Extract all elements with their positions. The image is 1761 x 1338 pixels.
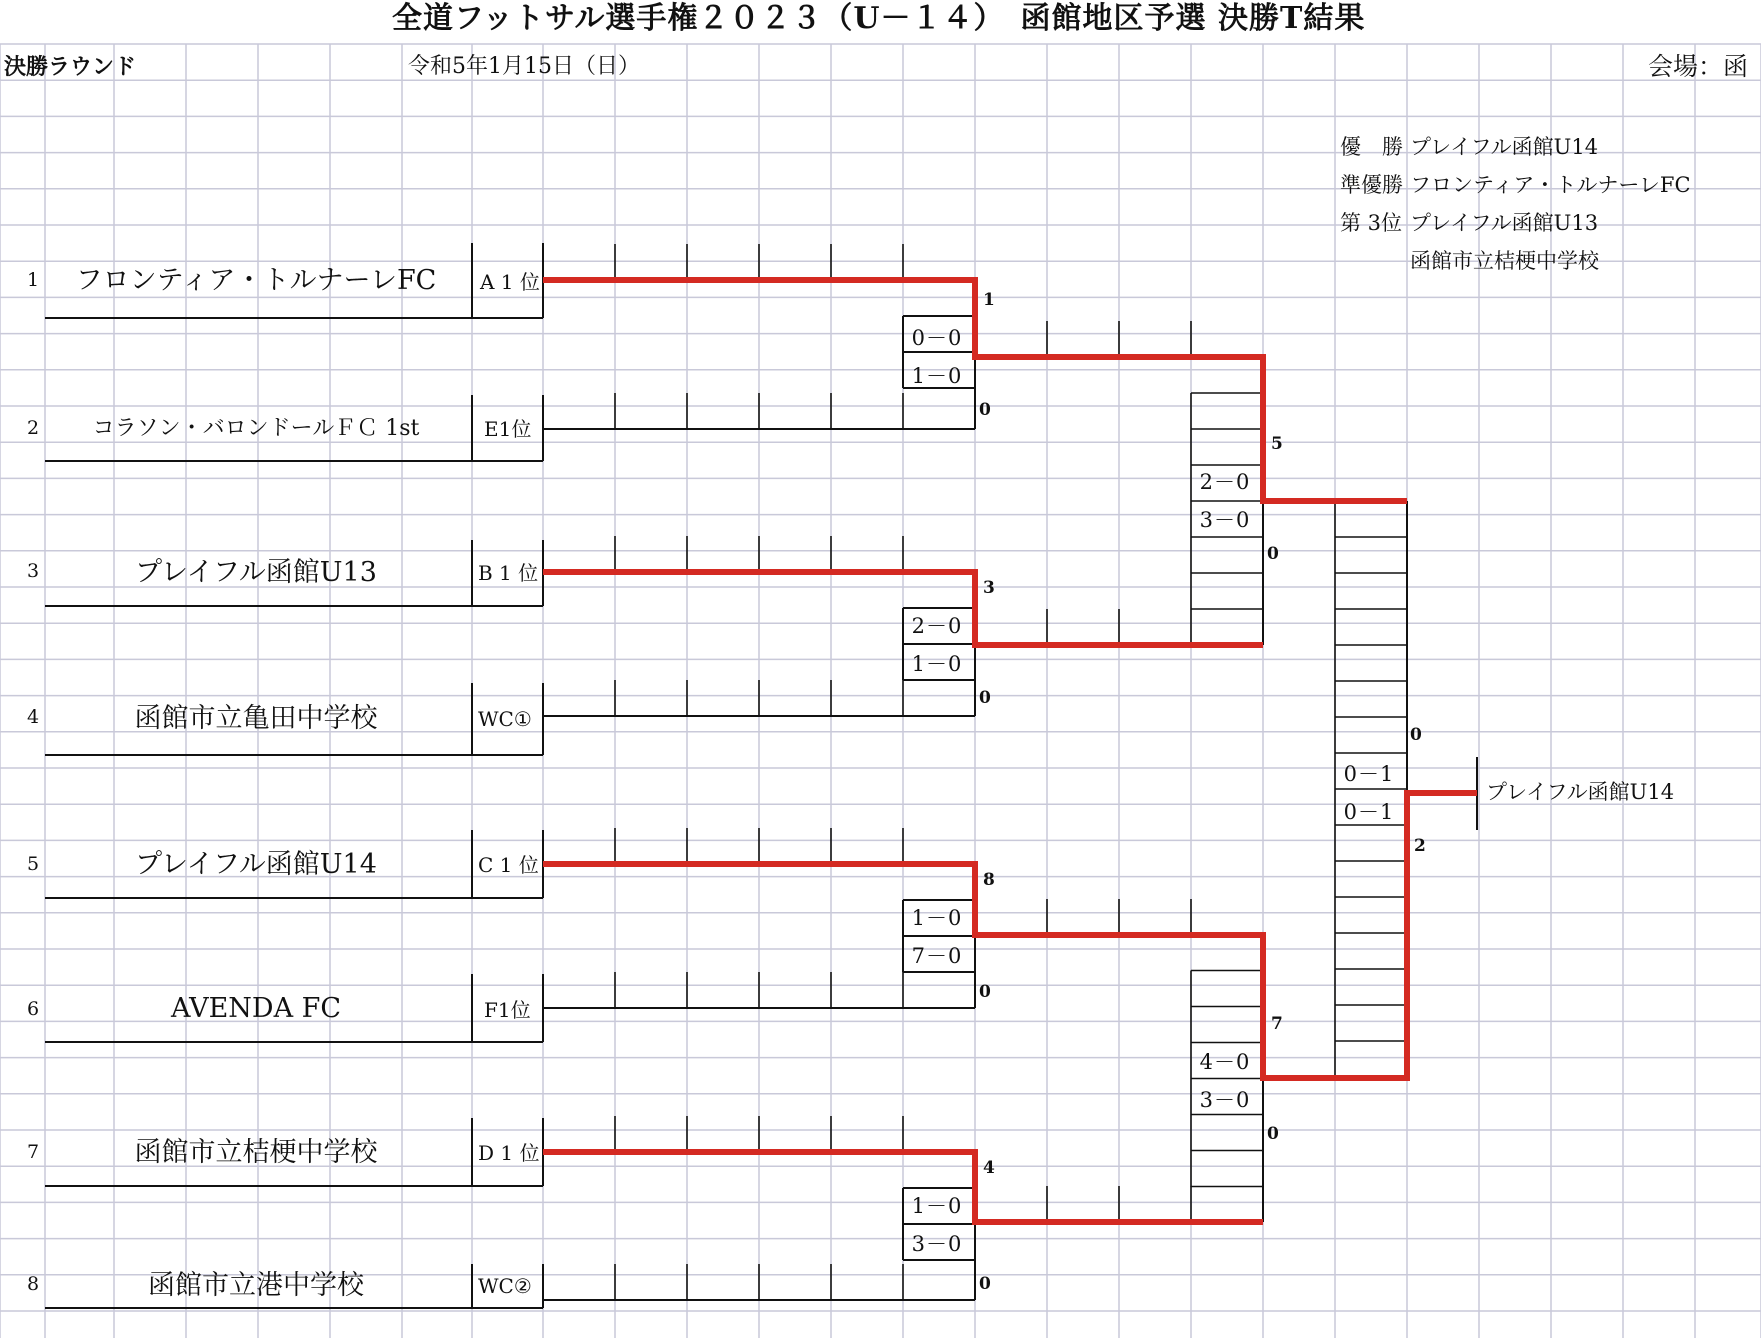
half-score: 3－0 bbox=[1199, 508, 1251, 532]
match-total-score: 0 bbox=[1267, 544, 1279, 564]
team-seed: A 1 位 bbox=[480, 270, 540, 294]
venue-label: 会場：函 bbox=[1648, 52, 1749, 81]
half-score: 0－1 bbox=[1343, 762, 1395, 786]
match-total-score: 8 bbox=[983, 870, 995, 890]
team-name: プレイフル函館U14 bbox=[135, 849, 377, 880]
team-name: 函館市立亀田中学校 bbox=[134, 703, 378, 734]
match-date: 令和5年1月15日（日） bbox=[408, 54, 640, 79]
match-total-score: 0 bbox=[979, 1274, 991, 1294]
match-total-score: 1 bbox=[983, 290, 995, 310]
match-total-score: 0 bbox=[979, 982, 991, 1002]
team-seed: C 1 位 bbox=[478, 853, 539, 877]
match-total-score: 4 bbox=[983, 1158, 995, 1178]
team-number: 2 bbox=[27, 417, 40, 439]
match-total-score: 7 bbox=[1271, 1014, 1283, 1034]
half-score: 1－0 bbox=[911, 364, 963, 388]
team-name: 函館市立港中学校 bbox=[148, 1270, 364, 1301]
page-title: 全道フットサル選手権２０２３（U－１４） 函館地区予選 決勝T結果 bbox=[392, 1, 1366, 36]
match-total-score: 0 bbox=[979, 400, 991, 420]
team-name: フロンティア・トルナーレFC bbox=[75, 265, 437, 296]
result-place-3: 第 3位 bbox=[1340, 211, 1403, 235]
result-place-1: 優 勝 bbox=[1340, 135, 1403, 159]
team-seed: E1位 bbox=[484, 417, 532, 441]
match-total-score: 2 bbox=[1414, 836, 1426, 856]
match-total-score: 3 bbox=[983, 578, 995, 598]
team-number: 8 bbox=[27, 1273, 40, 1295]
half-score: 1－0 bbox=[911, 1194, 963, 1218]
match-total-score: 0 bbox=[1410, 725, 1422, 745]
team-seed: F1位 bbox=[484, 998, 531, 1022]
half-score: 7－0 bbox=[911, 944, 963, 968]
half-score: 3－0 bbox=[911, 1232, 963, 1256]
team-number: 7 bbox=[27, 1141, 40, 1163]
result-place-2: 準優勝 bbox=[1340, 173, 1403, 197]
half-score: 3－0 bbox=[1199, 1088, 1251, 1112]
result-team-1: プレイフル函館U14 bbox=[1410, 135, 1599, 159]
team-seed: D 1 位 bbox=[478, 1141, 540, 1165]
half-score: 0－0 bbox=[911, 326, 963, 350]
match-total-score: 0 bbox=[979, 688, 991, 708]
half-score: 2－0 bbox=[911, 614, 963, 638]
result-team-2: フロンティア・トルナーレFC bbox=[1410, 173, 1691, 197]
half-score: 0－1 bbox=[1343, 800, 1395, 824]
team-number: 1 bbox=[27, 269, 40, 291]
team-name: 函館市立桔梗中学校 bbox=[134, 1137, 378, 1168]
match-total-score: 5 bbox=[1271, 434, 1283, 454]
team-name: コラソン・バロンドールＦＣ 1st bbox=[92, 416, 420, 441]
team-seed: WC① bbox=[478, 707, 532, 731]
team-seed: B 1 位 bbox=[478, 561, 539, 585]
half-score: 4－0 bbox=[1199, 1050, 1251, 1074]
half-score: 1－0 bbox=[911, 906, 963, 930]
half-score: 1－0 bbox=[911, 652, 963, 676]
match-total-score: 0 bbox=[1267, 1124, 1279, 1144]
team-number: 6 bbox=[27, 998, 40, 1020]
team-number: 4 bbox=[27, 706, 40, 728]
team-seed: WC② bbox=[478, 1274, 532, 1298]
team-number: 3 bbox=[27, 560, 40, 582]
half-score: 2－0 bbox=[1199, 470, 1251, 494]
team-number: 5 bbox=[27, 853, 40, 875]
result-team-3: プレイフル函館U13 bbox=[1410, 211, 1599, 235]
champion-name: プレイフル函館U14 bbox=[1486, 780, 1675, 804]
team-name: プレイフル函館U13 bbox=[135, 557, 377, 588]
round-label: 決勝ラウンド bbox=[4, 54, 137, 80]
result-team-4: 函館市立桔梗中学校 bbox=[1410, 249, 1599, 273]
team-name: AVENDA FC bbox=[170, 993, 342, 1024]
